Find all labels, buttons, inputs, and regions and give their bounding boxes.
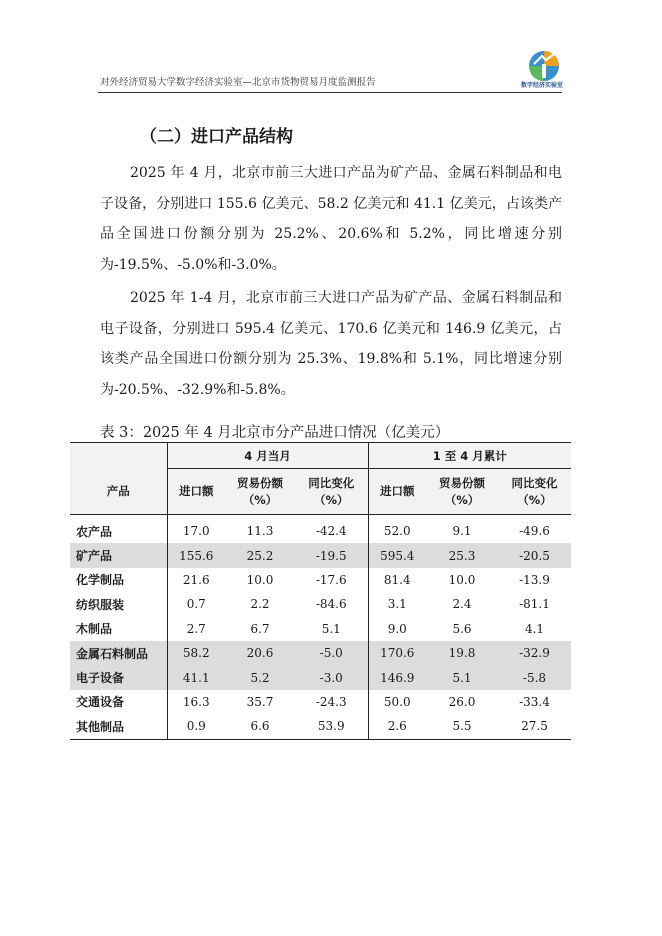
table-value-cell: 9.1 [452, 524, 472, 539]
table-value-cell: 5.1 [295, 617, 368, 641]
column-header-trade-share-cumulative: 贸易份额 （%） [426, 469, 498, 515]
table-value-cell: -32.9 [498, 641, 571, 665]
table-row [70, 714, 571, 739]
table-value-cell: 25.2 [225, 543, 295, 567]
table-value-cell: 5.2 [225, 665, 295, 689]
product-name-cell: 木制品 [70, 617, 167, 641]
table-value-cell: 11.3 [246, 524, 274, 539]
table-value-cell: 2.2 [250, 597, 270, 612]
table-value-cell: 3.1 [387, 597, 407, 612]
table-value-cell: 53.9 [295, 714, 368, 739]
section-title: （二）进口产品结构 [140, 127, 293, 147]
table-row [70, 690, 571, 714]
table-value-cell: -24.3 [295, 690, 368, 714]
table-column-header-row [70, 469, 571, 515]
table-value-cell: 50.0 [383, 694, 411, 709]
product-name-cell: 纺织服装 [70, 592, 167, 616]
table-value-cell: -42.4 [295, 515, 368, 544]
table-value-cell: 0.9 [167, 714, 225, 739]
table-value-cell: 170.6 [368, 641, 426, 665]
product-name-cell: 矿产品 [70, 543, 167, 567]
table-row [70, 665, 571, 689]
product-name-cell: 交通设备 [70, 690, 167, 714]
table-value-cell: -81.1 [519, 597, 550, 612]
product-name-cell: 电子设备 [70, 665, 167, 689]
table-value-cell: 52.0 [383, 524, 411, 539]
table-value-cell: 35.7 [246, 694, 274, 709]
table-row [70, 515, 571, 544]
table-row [70, 641, 571, 665]
table-value-cell: -20.5 [498, 543, 571, 567]
table-value-cell: -19.5 [295, 543, 368, 567]
table-value-cell: 2.6 [368, 714, 426, 739]
paragraph-april: 2025 年 4 月，北京市前三大进口产品为矿产品、金属石料制品和电子设备，分别进口 155.6 亿美元、58.2 亿美元和 41.1 亿美元，占该类产品全国进口份额分别为 25.2%、20.6%和 5.2%，同比增速分别为-19.5%、-5.0%和-3.0%。 [100, 165, 562, 273]
table-value-cell: 2.4 [452, 597, 472, 612]
table-value-cell: -49.6 [519, 524, 550, 539]
table-row [70, 568, 571, 592]
table-value-cell: 6.7 [250, 621, 270, 636]
product-name-cell: 金属石料制品 [70, 641, 167, 665]
product-name-cell: 化学制品 [70, 568, 167, 592]
table-value-cell: -3.0 [295, 665, 368, 689]
table-row [70, 543, 571, 567]
column-header-import-value-cumulative: 进口额 [368, 469, 426, 515]
table-caption: 表 3：2025 年 4 月北京市分产品进口情况（亿美元） [100, 425, 450, 441]
group-header-cumulative: 1 至 4 月累计 [368, 443, 571, 469]
table-value-cell: 10.0 [246, 572, 274, 587]
table-value-cell: 155.6 [167, 543, 225, 567]
table-value-cell: 10.0 [448, 572, 476, 587]
lab-logo-text: 数字经济实验室 [520, 82, 563, 89]
table-value-cell: 25.3 [426, 543, 498, 567]
table-value-cell: 27.5 [498, 714, 571, 739]
table-value-cell: 26.0 [448, 694, 476, 709]
table-value-cell: 58.2 [167, 641, 225, 665]
table-row [70, 617, 571, 641]
table-value-cell: 41.1 [167, 665, 225, 689]
paragraph-jan-apr: 2025 年 1-4 月，北京市前三大进口产品为矿产品、金属石料制品和电子设备，分别进口 595.4 亿美元、170.6 亿美元和 146.9 亿美元，占该类产品全国进口份额分别为 25.3%、19.8%和 5.1%，同比增速分别为-20.5%、-32.9%和-5.8%。 [100, 290, 562, 398]
table-value-cell: -5.8 [498, 665, 571, 689]
product-name-cell: 其他制品 [70, 714, 167, 739]
report-header-title: 对外经济贸易大学数字经济实验室—北京市货物贸易月度监测报告 [100, 77, 376, 88]
table-value-cell: 5.6 [452, 621, 472, 636]
table-value-cell: -17.6 [295, 568, 368, 592]
table-value-cell: -33.4 [519, 694, 550, 709]
table-value-cell: 0.7 [186, 597, 206, 612]
table-value-cell: 17.0 [182, 524, 210, 539]
import-products-table [70, 442, 571, 740]
column-header-trade-share: 贸易份额 （%） [225, 469, 295, 515]
table-value-cell: 5.1 [426, 665, 498, 689]
table-value-cell: -5.0 [295, 641, 368, 665]
table-value-cell: 19.8 [426, 641, 498, 665]
table-value-cell: 146.9 [368, 665, 426, 689]
table-value-cell: 9.0 [387, 621, 407, 636]
header-divider [98, 92, 562, 93]
table-value-cell: 81.4 [383, 572, 411, 587]
column-header-yoy-change: 同比变化 （%） [295, 469, 368, 515]
column-header-product: 产品 [70, 469, 167, 515]
column-header-import-value: 进口额 [167, 469, 225, 515]
table-value-cell: 2.7 [186, 621, 206, 636]
table-value-cell: 16.3 [182, 694, 210, 709]
table-value-cell: 21.6 [182, 572, 210, 587]
table-value-cell: 595.4 [368, 543, 426, 567]
column-header-yoy-change-cumulative: 同比变化 （%） [498, 469, 571, 515]
product-name-cell: 农产品 [70, 515, 167, 544]
table-value-cell: 6.6 [225, 714, 295, 739]
group-header-april: 4 月当月 [167, 443, 368, 469]
table-value-cell: -13.9 [519, 572, 550, 587]
table-value-cell: -84.6 [295, 592, 368, 616]
table-row [70, 592, 571, 616]
table-value-cell: 4.1 [524, 621, 545, 636]
table-corner-cell [70, 443, 167, 469]
table-value-cell: 5.5 [426, 714, 498, 739]
table-value-cell: 20.6 [225, 641, 295, 665]
table-group-header-row [70, 443, 571, 469]
